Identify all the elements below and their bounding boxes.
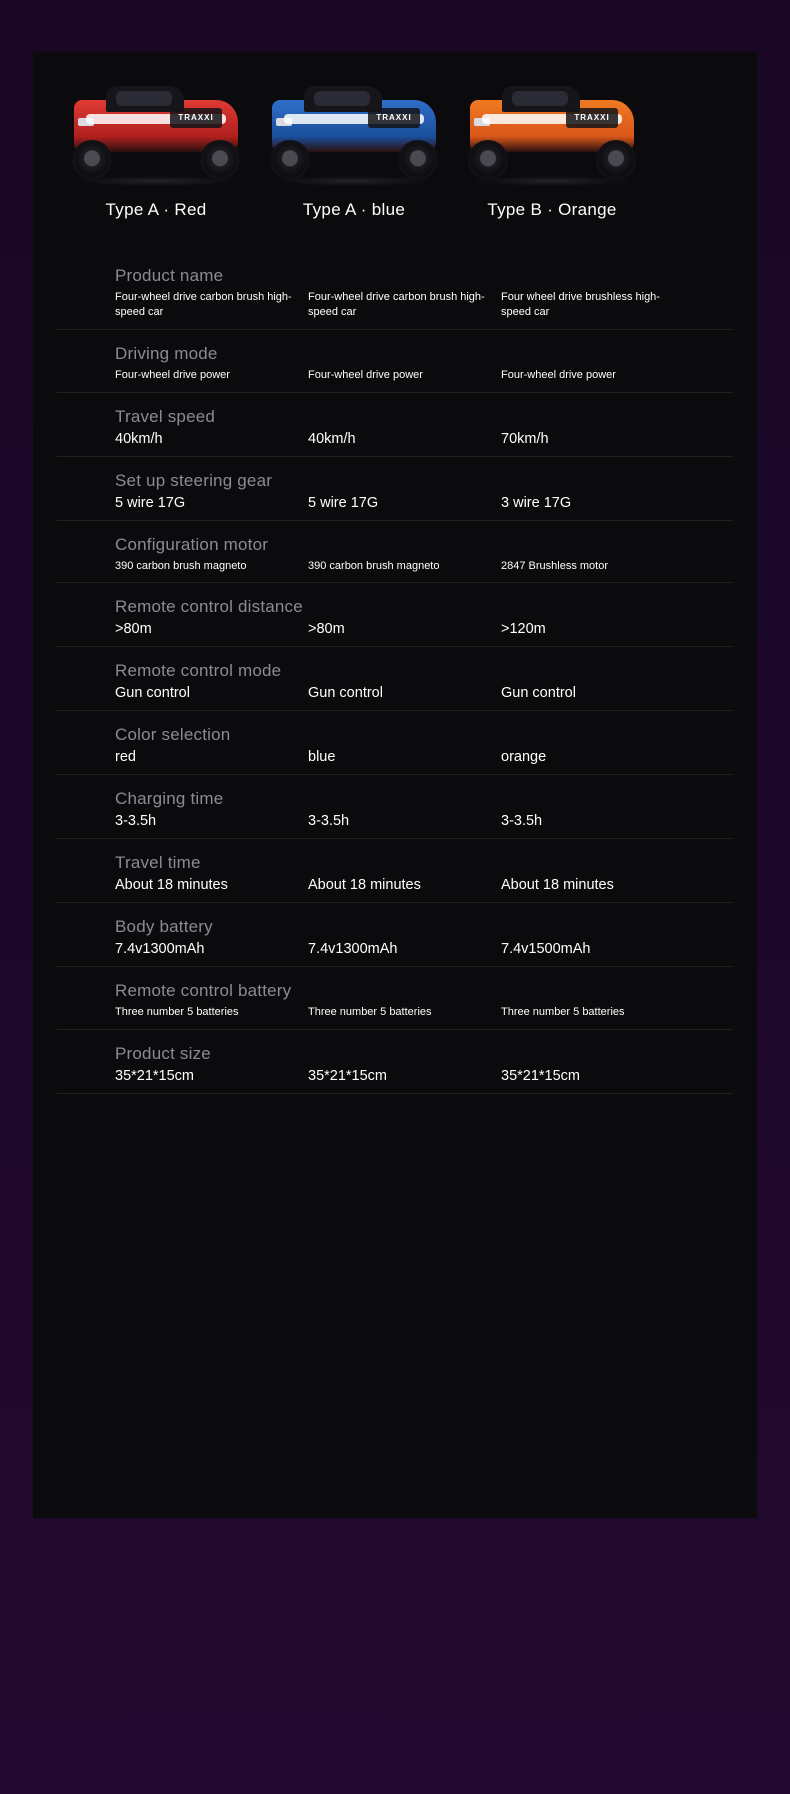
truck-image-1 [66,82,246,186]
spec-group [33,395,757,457]
spec-value-row [57,290,733,330]
truck-wheel-rear [398,140,438,180]
spec-value: Gun control [115,685,190,702]
spec-title: Remote control battery [115,981,292,1001]
spec-group [33,649,757,711]
spec-title: Remote control mode [115,661,282,681]
product-3[interactable] [453,82,651,220]
spec-group [33,777,757,839]
truck-image-3 [462,82,642,186]
spec-value: orange [501,749,547,766]
spec-value-row [57,941,733,967]
spec-group [33,585,757,647]
spec-group [33,841,757,903]
spec-value: >80m [308,621,345,638]
spec-value: 5 wire 17G [308,494,379,511]
spec-value: 70km/h [501,430,549,447]
truck-image-2 [264,82,444,186]
spec-value: Four wheel drive brushless high-speed car [501,291,660,318]
spec-value: 7.4v1300mAh [115,941,205,958]
spec-title: Travel time [115,853,201,873]
spec-group [33,905,757,967]
spec-value-row [57,495,733,521]
spec-value: Four-wheel drive power [308,368,423,381]
spec-value: Three number 5 batteries [308,1006,432,1019]
spec-value: 40km/h [308,430,356,447]
spec-value: Four-wheel drive power [501,368,616,381]
spec-value: 35*21*15cm [115,1068,194,1085]
truck-wheel-rear [200,140,240,180]
spec-value: Three number 5 batteries [501,1006,625,1019]
truck-decal: TRAXXI [170,108,222,128]
product-name-label: Type B · Orange [487,200,617,219]
spec-value-row [57,1005,733,1030]
spec-value: 7.4v1500mAh [501,941,591,958]
product-header-row [33,52,757,220]
spec-title: Product size [115,1044,211,1064]
spec-value: blue [308,749,336,766]
spec-group [33,1032,757,1094]
spec-value: Three number 5 batteries [115,1006,239,1019]
spec-title: Configuration motor [115,534,269,554]
truck-window [314,91,370,106]
spec-value-row [57,431,733,457]
spec-group [33,254,757,330]
spec-value: 390 carbon brush magneto [115,559,247,572]
spec-value: 35*21*15cm [308,1068,387,1085]
spec-group [33,969,757,1030]
product-1[interactable] [57,82,255,220]
spec-value-row [57,685,733,711]
spec-value: 7.4v1300mAh [308,941,398,958]
product-name-label: Type A · Red [105,200,207,219]
product-2[interactable] [255,82,453,220]
spec-title: Travel speed [115,406,216,426]
spec-title: Charging time [115,789,224,809]
spec-value: 390 carbon brush magneto [308,559,440,572]
truck-wheel-front [270,140,310,180]
spec-value: red [115,749,136,766]
spec-sheet-card [33,52,757,1518]
spec-value: Four-wheel drive carbon brush high-speed car [308,291,485,318]
truck-decal: TRAXXI [368,108,420,128]
spec-value: >80m [115,621,152,638]
spec-value: 5 wire 17G [115,494,186,511]
spec-value: 3-3.5h [308,813,350,830]
spec-value-row [57,749,733,775]
spec-title: Remote control distance [115,597,303,617]
spec-title: Product name [115,266,224,285]
spec-value: 3-3.5h [115,813,157,830]
spec-value: Gun control [501,685,576,702]
spec-value: 35*21*15cm [501,1068,580,1085]
spec-value: About 18 minutes [501,877,614,894]
spec-value-row [57,1068,733,1094]
spec-value: 2847 Brushless motor [501,559,608,572]
spec-title: Set up steering gear [115,470,273,490]
spec-value: 3 wire 17G [501,494,572,511]
spec-title: Driving mode [115,343,218,363]
spec-value: 3-3.5h [501,813,543,830]
spec-value-row [57,813,733,839]
product-name-label: Type A · blue [302,200,406,219]
spec-value: Gun control [308,685,383,702]
spec-value: >120m [501,621,546,638]
truck-wheel-front [468,140,508,180]
truck-wheel-rear [596,140,636,180]
truck-wheel-front [72,140,112,180]
spec-value-row [57,559,733,584]
spec-value: Four-wheel drive carbon brush high-speed car [115,291,292,318]
spec-title: Body battery [115,917,213,937]
spec-value-row [57,621,733,647]
spec-value-row [57,368,733,393]
spec-group [33,459,757,521]
truck-window [512,91,568,106]
truck-decal: TRAXXI [566,108,618,128]
spec-value-row [57,877,733,903]
truck-window [116,91,172,106]
spec-value: Four-wheel drive power [115,368,230,381]
spec-value: About 18 minutes [308,877,421,894]
spec-group [33,713,757,775]
spec-value: 40km/h [115,430,163,447]
spec-title: Color selection [115,725,231,745]
spec-value: About 18 minutes [115,877,228,894]
spec-group [33,523,757,584]
spec-group [33,332,757,393]
spec-table [33,254,757,1094]
